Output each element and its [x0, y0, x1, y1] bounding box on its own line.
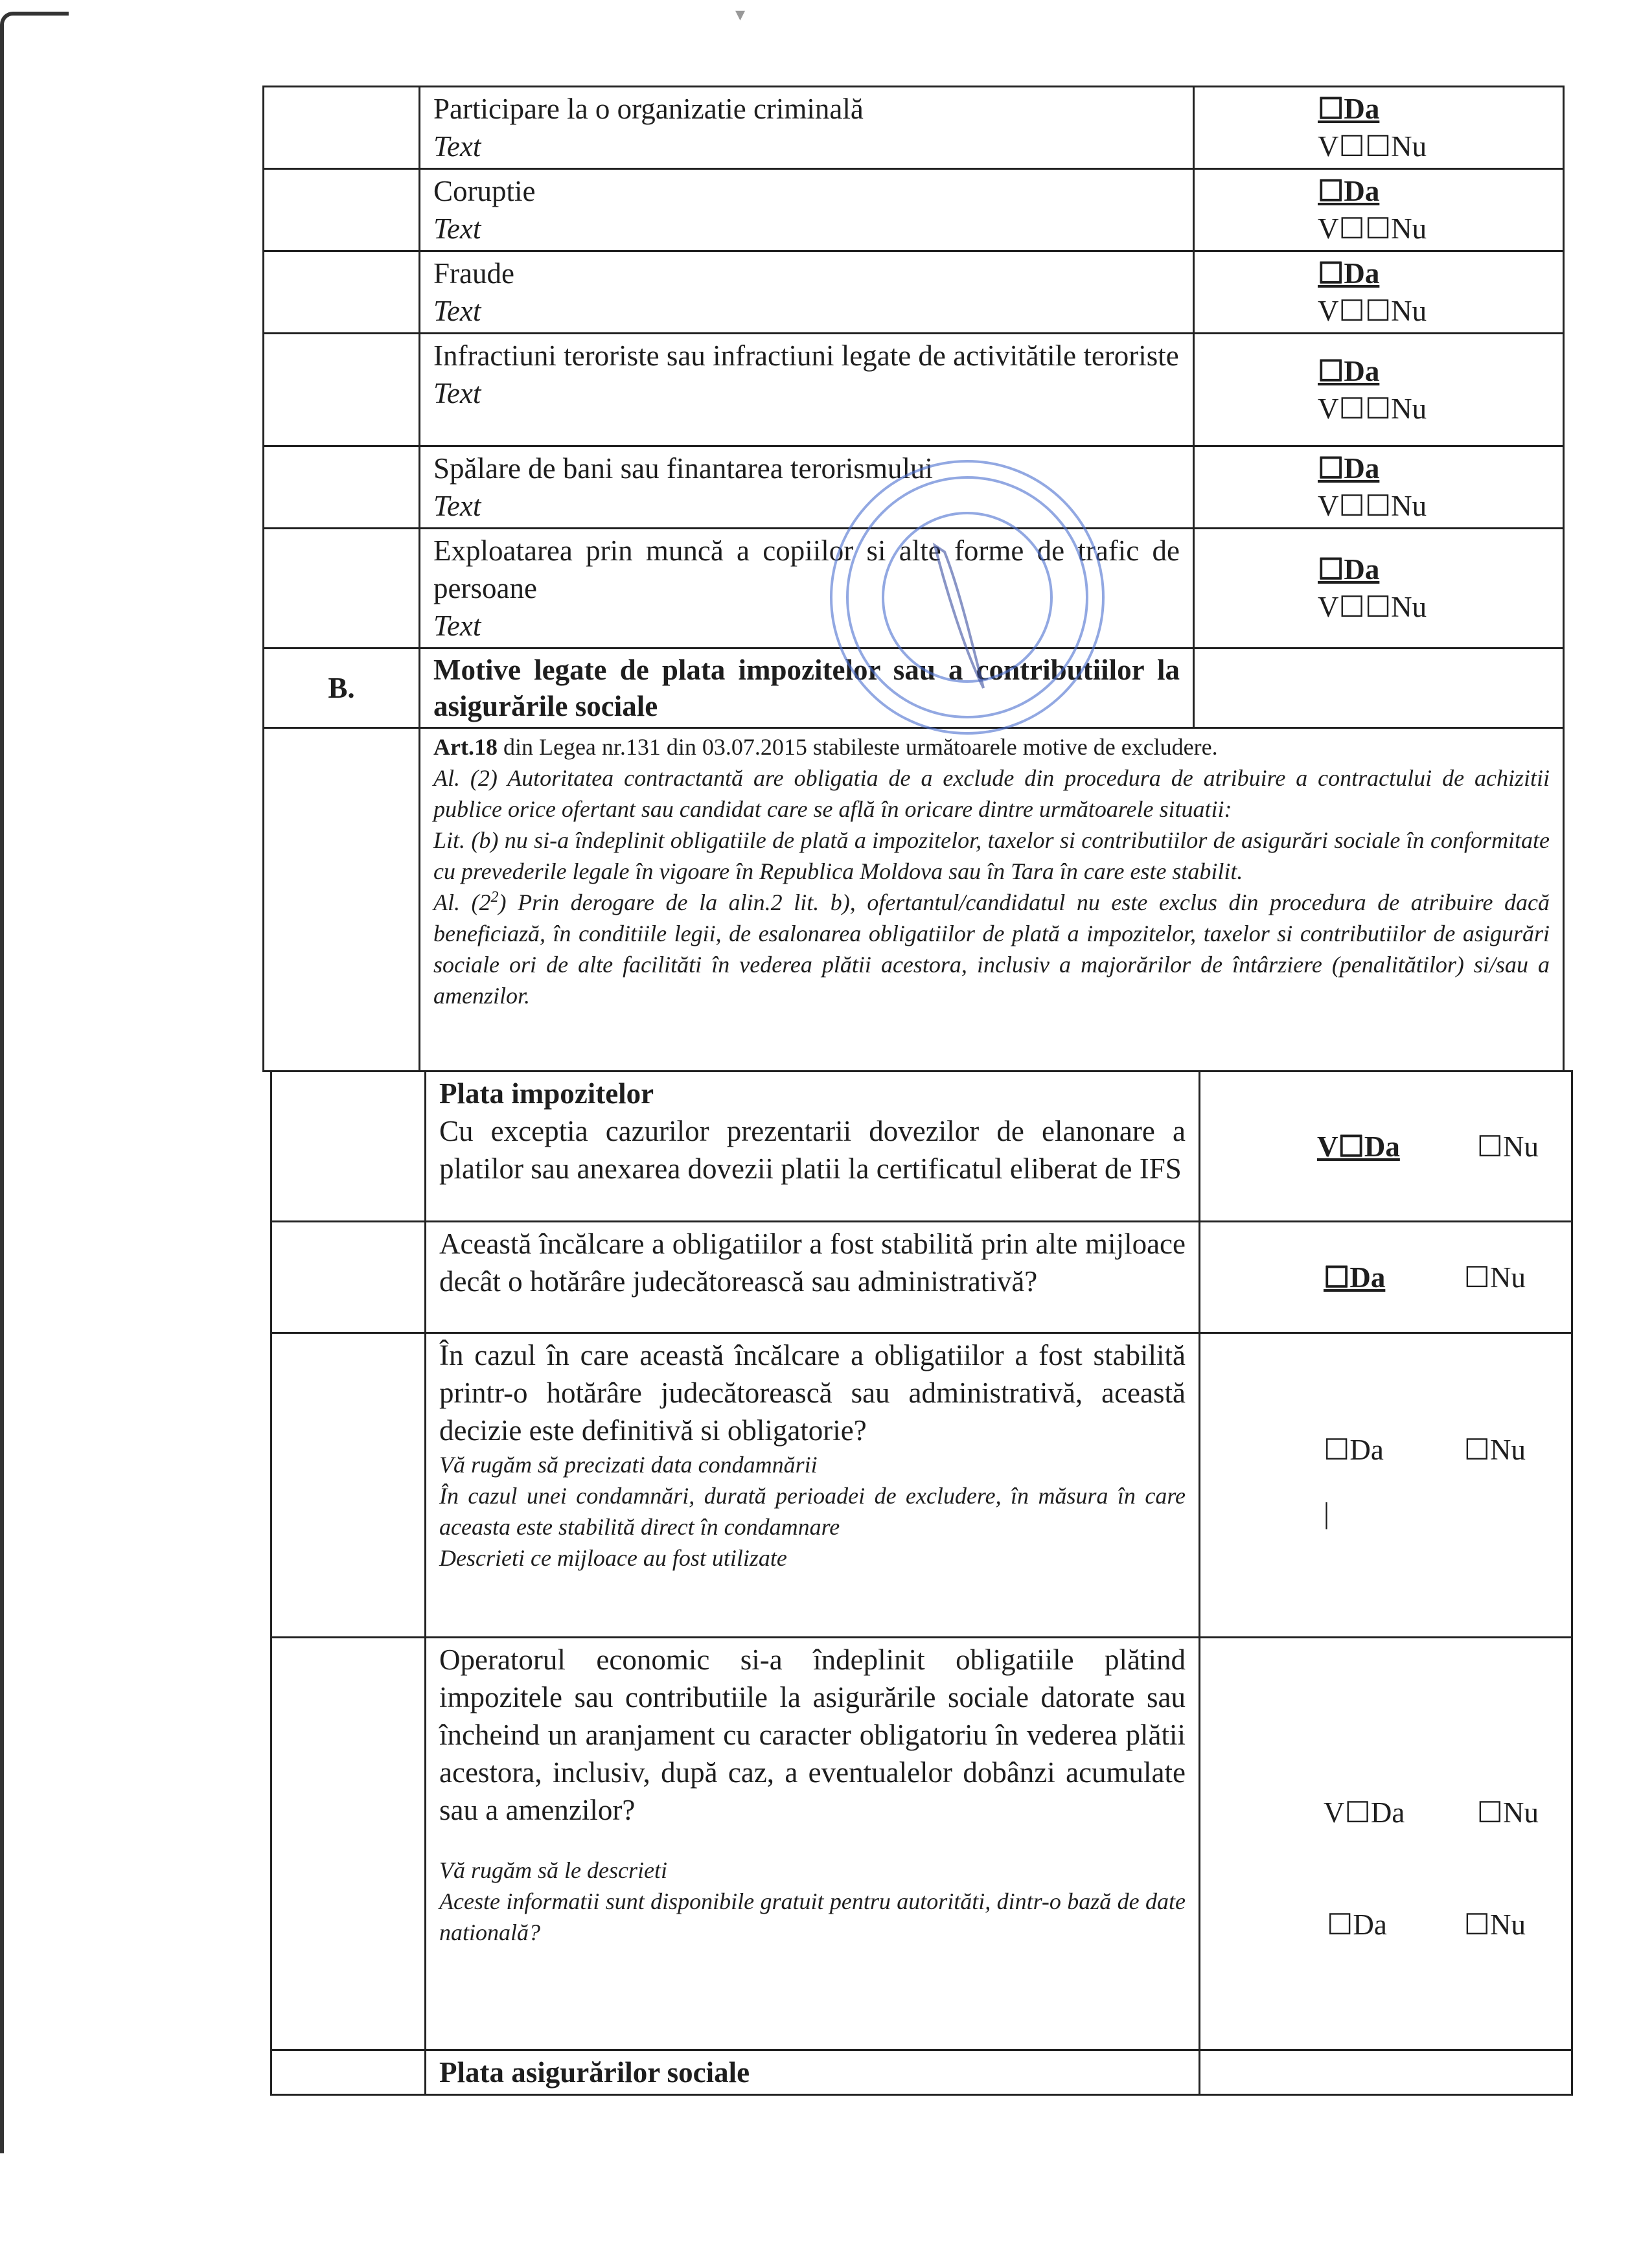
checkbox-nu[interactable]: ☐Nu [1463, 1261, 1526, 1294]
section-letter: B. [264, 648, 420, 728]
checkbox-nu[interactable]: V☐☐Nu [1318, 130, 1427, 163]
checkbox-da[interactable]: ☐Da [1318, 257, 1380, 290]
checkbox-nu[interactable]: V☐☐Nu [1318, 392, 1427, 425]
exclusion-row [264, 251, 1564, 334]
exclusion-row [264, 529, 1564, 648]
exclusion-text: Text [433, 295, 481, 327]
scan-mark: ▾ [735, 4, 746, 25]
checkbox-da[interactable]: V☐Da [1324, 1796, 1405, 1829]
exclusion-text: Text [433, 377, 481, 409]
checkbox-nu[interactable]: ☐Nu [1476, 1796, 1539, 1829]
social-insurance-row [271, 2050, 1572, 2095]
legal-litb: Lit. (b) nu si-a îndeplinit obligatiile de plată a impozitelor, taxelor si contributiilor de asigurări sociale în conformitate cu prevederile legale în vigoare în Republica Moldova sau în Tara în care este stabilit. [433, 827, 1550, 884]
checkbox-da[interactable]: ☐Da [1318, 452, 1380, 485]
checkbox-da[interactable]: ☐Da [1318, 93, 1380, 125]
exclusion-text: Text [433, 610, 481, 642]
tax-row: În cazul în care această încălcare a obligatiilor a fost stabilită printr-o hotărâre judecătorească sau administrativă, această decizie este definitivă si obligatorie? Vă rugăm să precizati data condamnării În cazul unei condamnări, durată perioadei de excludere, în măsura în care aceasta este stabilită direct în condamnare Descrieti ce mijloace au fost utilizate ☐Da ☐Nu | [271, 1333, 1572, 1638]
exclusion-row [264, 334, 1564, 446]
form-body [262, 86, 1571, 2096]
tax-row: Această încălcare a obligatiilor a fost stabilită prin alte mijloace decât o hotărâre judecătorească sau administrativă? ☐Da ☐Nu [271, 1222, 1572, 1333]
exclusion-title: Fraude [433, 257, 514, 290]
checkbox-nu[interactable]: ☐Nu [1463, 1434, 1526, 1466]
checkbox-da[interactable]: ☐Da [1324, 1434, 1384, 1466]
exclusion-text: Text [433, 130, 481, 163]
legal-text-row [264, 728, 1564, 1071]
social-insurance-title: Plata asigurărilor sociale [426, 2050, 1200, 2095]
checkbox-nu[interactable]: V☐☐Nu [1318, 295, 1427, 327]
exclusion-title: Spălare de bani sau finantarea terorismului [433, 452, 933, 485]
checkbox-da[interactable]: ☐Da [1318, 553, 1380, 586]
exclusion-title: Infractiuni teroriste sau infractiuni legate de activitătile teroriste [433, 339, 1179, 372]
checkbox-nu[interactable]: ☐Nu [1476, 1130, 1539, 1163]
checkbox-nu[interactable]: V☐☐Nu [1318, 591, 1427, 623]
exclusion-row [264, 169, 1564, 251]
tax-table [270, 1070, 1573, 2096]
checkbox-da[interactable]: ☐Da [1318, 175, 1380, 207]
legal-text: Art.18 din Legea nr.131 din 03.07.2015 stabileste următoarele motive de excludere. Al. (2) Autoritatea contractantă are obligatia de a exclude din procedura de atribuire a contractului de achizitii publice orice ofertant sau candidat care se află în oricare dintre următoarele situatii: Lit. (b) nu si-a îndeplinit obligatiile de plată a impozitelor, taxelor si contributiilor de asigurări sociale în conformitate cu prevederile legale în vigoare în Republica Moldova sau în Tara în care este stabilit. Al. $(2^2)$ Prin derogare de la alin.2 lit. b), ofertantul/candidatul nu este exclus din procedura de atribuire dacă beneficiază, în conditiile legii, de esalonarea obligatiilor de plată a impozitelor, taxelor si contributiilor de asigurări sociale ori de alte facilităti în vederea plătii acestora, inclusiv a majorărilor de întârziere (penalitătilor) si/sau a amenzilor. [420, 728, 1564, 1071]
scan-edge [0, 12, 69, 2153]
tax-row: Operatorul economic si-a îndeplinit obligatiile plătind impozitele sau contributiile la asigurările sociale datorate sau încheind un aranjament cu caracter obligatoriu în vederea plătii acestora, inclusiv, după caz, a eventualelor dobânzi acumulate sau a amenzilor? Vă rugăm să le descrieti Aceste informatii sunt disponibile gratuit pentru autorităti, dintr-o bază de date natională? V☐Da ☐Nu ☐Da ☐Nu [271, 1638, 1572, 2050]
legal-al22: Al. $(2^2)$ Prin derogare de la alin.2 lit. b), ofertantul/candidatul nu este exclus din procedura de atribuire dacă beneficiază, în conditiile legii, de esalonarea obligatiilor de plată a impozitelor, taxelor si contributiilor de asigurări sociale ori de alte facilităti în vederea plătii acestora, inclusiv a majorărilor de întârziere (penalitătilor) si/sau a amenzilor. [433, 889, 1550, 1009]
checkbox-da[interactable]: ☐Da [1324, 1261, 1386, 1294]
checkbox-nu-2[interactable]: ☐Nu [1463, 1908, 1526, 1941]
exclusion-title: Exploatarea prin muncă a copiilor si alte forme de trafic de persoane [433, 534, 1180, 604]
section-a-table [262, 86, 1565, 1072]
exclusion-row [264, 446, 1564, 529]
exclusion-text: Text [433, 490, 481, 522]
exclusion-text: Text [433, 212, 481, 245]
checkbox-da[interactable]: V☐Da [1317, 1130, 1400, 1163]
checkbox-da[interactable]: ☐Da [1318, 354, 1380, 387]
legal-al2: Al. (2) Autoritatea contractantă are obligatia de a exclude din procedura de atribuire a contractului de achizitii publice orice ofertant sau candidat care se află în oricare dintre următoarele situatii: [433, 765, 1550, 822]
checkbox-da-2[interactable]: ☐Da [1327, 1908, 1387, 1941]
exclusion-title: Coruptie [433, 175, 536, 207]
checkbox-nu[interactable]: V☐☐Nu [1318, 490, 1427, 522]
exclusion-title: Participare la o organizatie criminală [433, 93, 864, 125]
checkbox-nu[interactable]: V☐☐Nu [1318, 212, 1427, 245]
section-title: Motive legate de plata impozitelor sau a contributiilor la asigurările sociale [420, 648, 1194, 728]
section-b-header-row [264, 648, 1564, 728]
exclusion-row [264, 87, 1564, 169]
tax-row: Plata impozitelor Cu exceptia cazurilor prezentarii dovezilor de elanonare a platilor sau anexarea dovezii platii la certificatul eliberat de IFS V☐Da ☐Nu [271, 1071, 1572, 1222]
